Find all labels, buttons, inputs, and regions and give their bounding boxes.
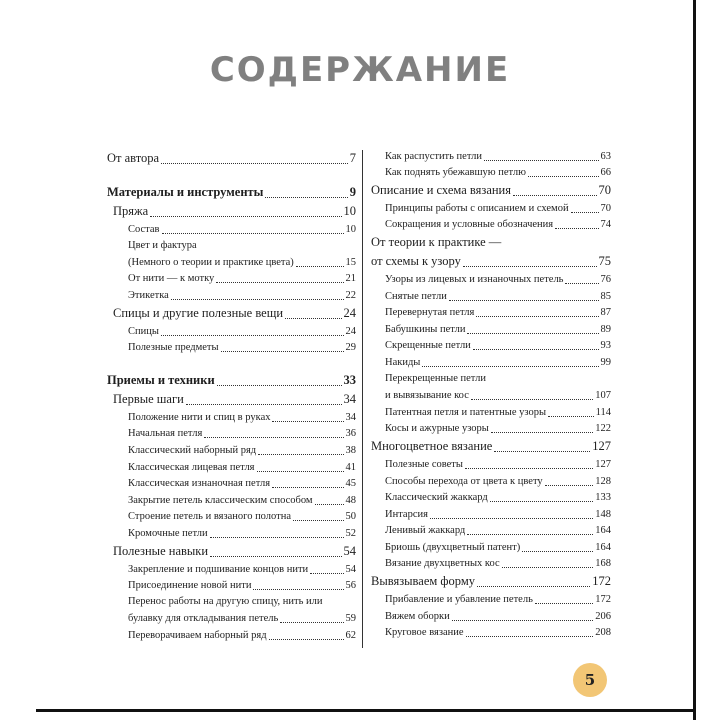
toc-entry[interactable]: [107, 426, 356, 443]
column-divider: [362, 150, 363, 648]
dot-leader: [210, 537, 344, 538]
toc-entry-label: (Немного о теории и практике цвета): [128, 256, 294, 268]
toc-entry-label: Снятые петли: [385, 290, 447, 302]
dot-leader: [293, 520, 343, 521]
toc-entry-label: Круговое вязание: [385, 627, 464, 639]
toc-left-column: [107, 148, 356, 644]
toc-entry-label: Патентная петля и патентные узоры: [385, 406, 547, 418]
toc-entry-page: 168: [595, 558, 611, 570]
toc-entry-label: Как поднять убежавшую петлю: [385, 167, 526, 179]
toc-entry-page: 24: [345, 325, 356, 337]
toc-entry[interactable]: [107, 221, 356, 238]
toc-entry[interactable]: [107, 611, 356, 628]
toc-entry-page: 89: [600, 323, 611, 335]
toc-entry-label: Прибавление и убавление петель: [385, 594, 533, 606]
toc-entry-label: От теории к практике —: [371, 235, 502, 250]
toc-entry-page: 208: [595, 627, 611, 639]
toc-entry-page: 63: [600, 150, 611, 162]
toc-entry-page: 38: [345, 444, 356, 456]
dot-leader: [265, 197, 347, 198]
dot-leader: [513, 195, 597, 196]
toc-entry-label: булавку для откладывания петель: [128, 613, 279, 625]
dot-leader: [477, 586, 590, 587]
toc-entry-label: от схемы к узору: [371, 254, 461, 269]
dot-leader: [216, 282, 343, 283]
toc-entry-page: 50: [345, 511, 356, 523]
toc-right-column: [369, 148, 611, 641]
toc-entry[interactable]: [369, 506, 611, 523]
toc-entry-label: Бабушкины петли: [385, 323, 466, 335]
toc-entry[interactable]: [369, 233, 611, 252]
toc-entry[interactable]: [369, 608, 611, 625]
toc-entry-label: Закрытие петель классическим способом: [128, 494, 313, 506]
toc-entry-label: Вывязываем форму: [371, 574, 475, 589]
toc-entry-page: 70: [600, 202, 611, 214]
toc-entry-label: От нити — к мотку: [128, 273, 215, 285]
dot-leader: [422, 366, 598, 367]
toc-entry[interactable]: [369, 148, 611, 165]
toc-entry-label: Классический наборный ряд: [128, 444, 257, 456]
toc-entry-page: 133: [595, 492, 611, 504]
dot-leader: [449, 300, 599, 301]
toc-entry[interactable]: [107, 390, 356, 409]
toc-entry-label: и вывязывание кос: [385, 390, 469, 402]
toc-entry[interactable]: [369, 539, 611, 556]
dot-leader: [476, 316, 598, 317]
dot-leader: [545, 485, 594, 486]
toc-entry-page: 9: [349, 185, 356, 199]
toc-entry-page: 164: [595, 525, 611, 537]
toc-entry[interactable]: [107, 202, 356, 221]
toc-entry-label: Интарсия: [385, 508, 428, 520]
toc-entry[interactable]: [107, 542, 356, 561]
toc-entry[interactable]: [107, 340, 356, 357]
toc-entry[interactable]: [369, 200, 611, 217]
toc-entry[interactable]: [107, 627, 356, 644]
dot-leader: [269, 639, 344, 640]
dot-leader: [161, 335, 344, 336]
toc-entry-page: 15: [345, 256, 356, 268]
toc-entry[interactable]: [369, 288, 611, 305]
toc-entry-page: 99: [600, 356, 611, 368]
toc-entry-label: Закрепление и подшивание концов нити: [128, 563, 309, 575]
dot-leader: [555, 228, 598, 229]
toc-entry[interactable]: [107, 509, 356, 526]
toc-entry-label: Этикетка: [128, 289, 169, 301]
toc-entry-label: Способы перехода от цвета к цвету: [385, 475, 543, 487]
toc-entry[interactable]: [369, 404, 611, 421]
toc-entry-page: 62: [345, 629, 356, 641]
toc-entry-page: 24: [343, 305, 356, 320]
toc-entry-label: Полезные предметы: [128, 342, 219, 354]
toc-entry-page: 22: [345, 289, 356, 301]
dot-leader: [161, 163, 348, 164]
toc-entry[interactable]: [107, 525, 356, 542]
toc-entry-label: Перенос работы на другую спицу, нить или: [128, 596, 323, 608]
toc-entry-label: Многоцветное вязание: [371, 439, 493, 454]
toc-entry-label: Классическая изнаночная петля: [128, 478, 271, 490]
toc-entry-label: Классическая лицевая петля: [128, 461, 255, 473]
toc-entry[interactable]: [369, 456, 611, 473]
toc-entry[interactable]: [369, 271, 611, 288]
toc-entry-page: 74: [600, 219, 611, 231]
toc-entry-label: Кромочные петли: [128, 527, 208, 539]
toc-entry-page: 52: [345, 527, 356, 539]
toc-entry-page: 10: [343, 204, 356, 218]
toc-entry-label: Сокращения и условные обозначения: [385, 219, 554, 231]
toc-entry[interactable]: [107, 492, 356, 509]
toc-entry-page: 206: [595, 610, 611, 622]
toc-entry-label: Полезные навыки: [113, 543, 209, 558]
toc-entry-label: Перевернутая петля: [385, 307, 475, 319]
dot-leader: [528, 176, 599, 177]
toc-entry-label: Накиды: [385, 356, 421, 368]
toc-entry[interactable]: [369, 572, 611, 591]
toc-entry-page: 7: [349, 151, 356, 165]
toc-entry-page: 29: [345, 342, 356, 354]
dot-leader: [466, 636, 594, 637]
toc-entry-label: От автора: [107, 151, 160, 165]
toc-entry[interactable]: [369, 338, 611, 355]
dot-leader: [150, 216, 341, 217]
toc-entry[interactable]: [107, 561, 356, 578]
toc-entry[interactable]: [369, 165, 611, 182]
dot-leader: [217, 385, 342, 386]
toc-entry-page: 36: [345, 428, 356, 440]
dot-leader: [310, 573, 343, 574]
dot-leader: [463, 266, 597, 267]
toc-entry-label: Пряжа: [113, 204, 149, 218]
toc-entry-label: Косы и ажурные узоры: [385, 423, 489, 435]
dot-leader: [272, 421, 343, 422]
toc-entry[interactable]: [107, 323, 356, 340]
toc-entry-label: Начальная петля: [128, 428, 203, 440]
dot-leader: [491, 432, 593, 433]
toc-entry[interactable]: [369, 321, 611, 338]
toc-entry[interactable]: [369, 490, 611, 507]
toc-entry[interactable]: [107, 254, 356, 271]
toc-entry[interactable]: [369, 252, 611, 271]
dot-leader: [186, 404, 342, 405]
toc-entry[interactable]: [369, 181, 611, 200]
toc-entry-label: Скрещенные петли: [385, 340, 471, 352]
dot-leader: [210, 556, 341, 557]
toc-entry-page: 164: [595, 541, 611, 553]
toc-entry-page: 172: [592, 574, 611, 589]
dot-leader: [171, 299, 344, 300]
toc-entry[interactable]: [369, 305, 611, 322]
toc-entry-page: 59: [345, 613, 356, 625]
dot-leader: [535, 603, 593, 604]
toc-entry[interactable]: [369, 473, 611, 490]
toc-entry-page: 33: [343, 373, 356, 388]
toc-entry[interactable]: [369, 354, 611, 371]
toc-entry-page: 45: [345, 478, 356, 490]
dot-leader: [296, 266, 344, 267]
toc-entry[interactable]: [107, 271, 356, 288]
toc-entry-page: 56: [345, 580, 356, 592]
toc-entry-label: Переворачиваем наборный ряд: [128, 629, 267, 641]
page-number-badge: 5: [573, 663, 607, 697]
toc-entry-page: 114: [595, 406, 611, 418]
toc-entry-page: 70: [598, 183, 611, 198]
toc-entry-page: 76: [600, 273, 611, 285]
toc-entry-label: Узоры из лицевых и изнаночных петель: [385, 273, 564, 285]
toc-entry-label: Описание и схема вязания: [371, 183, 511, 198]
dot-leader: [280, 622, 343, 623]
toc-entry[interactable]: [369, 437, 611, 456]
dot-leader: [285, 318, 341, 319]
toc-entry-label: Присоединение новой нити: [128, 580, 252, 592]
toc-entry[interactable]: [369, 388, 611, 405]
toc-entry-label: Материалы и инструменты: [107, 185, 264, 199]
toc-entry-page: 41: [345, 461, 356, 473]
toc-entry-page: 128: [595, 475, 611, 487]
toc-entry-page: 107: [595, 390, 611, 402]
toc-entry-label: Вязание двухцветных кос: [385, 558, 500, 570]
dot-leader: [204, 437, 343, 438]
toc-entry-label: Строение петель и вязаного полотна: [128, 511, 292, 523]
toc-entry-label: Спицы: [128, 325, 159, 337]
toc-entry[interactable]: [107, 148, 356, 168]
toc-entry-page: 21: [345, 273, 356, 285]
toc-entry-page: 75: [598, 254, 611, 269]
toc-entry-label: Ленивый жаккард: [385, 525, 466, 537]
dot-leader: [471, 399, 593, 400]
dot-leader: [494, 451, 590, 452]
dot-leader: [522, 551, 593, 552]
dot-leader: [452, 620, 594, 621]
toc-entry[interactable]: [369, 217, 611, 234]
toc-entry-label: Как распустить петли: [385, 150, 483, 162]
dot-leader: [257, 471, 344, 472]
toc-entry-page: 54: [345, 563, 356, 575]
toc-entry[interactable]: [107, 578, 356, 595]
dot-leader: [467, 534, 593, 535]
toc-entry-page: 87: [600, 307, 611, 319]
dot-leader: [315, 504, 344, 505]
toc-entry-page: 34: [345, 411, 356, 423]
dot-leader: [467, 333, 598, 334]
toc-entry[interactable]: [107, 287, 356, 304]
toc-entry[interactable]: [369, 591, 611, 608]
toc-entry-page: 85: [600, 290, 611, 302]
toc-entry-label: Состав: [128, 223, 160, 235]
toc-entry-label: Классический жаккард: [385, 492, 488, 504]
toc-entry[interactable]: [107, 370, 356, 390]
dot-leader: [502, 567, 594, 568]
toc-entry-page: 66: [600, 167, 611, 179]
dot-leader: [258, 454, 343, 455]
toc-entry-page: 122: [595, 423, 611, 435]
toc-entry-page: 34: [343, 392, 356, 407]
toc-entry[interactable]: [369, 556, 611, 573]
toc-entry-page: 48: [345, 494, 356, 506]
toc-entry[interactable]: [107, 238, 356, 255]
toc-entry-page: 127: [592, 439, 611, 454]
dot-leader: [565, 283, 598, 284]
toc-entry[interactable]: [107, 409, 356, 426]
dot-leader: [571, 212, 599, 213]
toc-entry-label: Принципы работы с описанием и схемой: [385, 202, 569, 214]
toc-entry[interactable]: [107, 476, 356, 493]
dot-leader: [221, 351, 344, 352]
toc-entry-label: Положение нити и спиц в руках: [128, 411, 271, 423]
dot-leader: [484, 160, 598, 161]
dot-leader: [490, 501, 594, 502]
page-title: СОДЕРЖАНИЕ: [209, 50, 511, 90]
toc-entry[interactable]: [107, 304, 356, 323]
toc-entry[interactable]: [107, 459, 356, 476]
toc-entry-label: Вяжем оборки: [385, 610, 450, 622]
toc-entry-page: 148: [595, 508, 611, 520]
dot-leader: [473, 349, 599, 350]
toc-entry-page: 54: [343, 543, 356, 558]
toc-entry[interactable]: [369, 625, 611, 642]
toc-entry[interactable]: [369, 371, 611, 388]
page-bottom-edge: [36, 706, 696, 712]
toc-entry[interactable]: [107, 442, 356, 459]
toc-entry[interactable]: [107, 594, 356, 611]
toc-entry[interactable]: [369, 421, 611, 438]
dot-leader: [272, 487, 343, 488]
toc-entry-label: Цвет и фактура: [128, 239, 197, 251]
toc-entry-label: Приемы и техники: [107, 373, 215, 388]
toc-gap: [107, 168, 356, 182]
dot-leader: [253, 589, 343, 590]
toc-entry-label: Перекрещенные петли: [385, 372, 486, 384]
toc-entry-page: 10: [345, 223, 356, 235]
toc-entry-page: 172: [595, 594, 611, 606]
toc-entry-label: Полезные советы: [385, 458, 463, 470]
dot-leader: [465, 468, 593, 469]
dot-leader: [548, 416, 594, 417]
toc-entry-label: Первые шаги: [113, 392, 184, 407]
toc-entry[interactable]: [369, 523, 611, 540]
toc-entry-page: 93: [600, 340, 611, 352]
toc-entry-page: 127: [595, 458, 611, 470]
toc-entry[interactable]: [107, 182, 356, 202]
dot-leader: [162, 233, 344, 234]
toc-entry-label: Бриошь (двухцветный патент): [385, 541, 521, 553]
toc-gap: [107, 356, 356, 370]
dot-leader: [430, 518, 593, 519]
toc-entry-label: Спицы и другие полезные вещи: [113, 305, 284, 320]
